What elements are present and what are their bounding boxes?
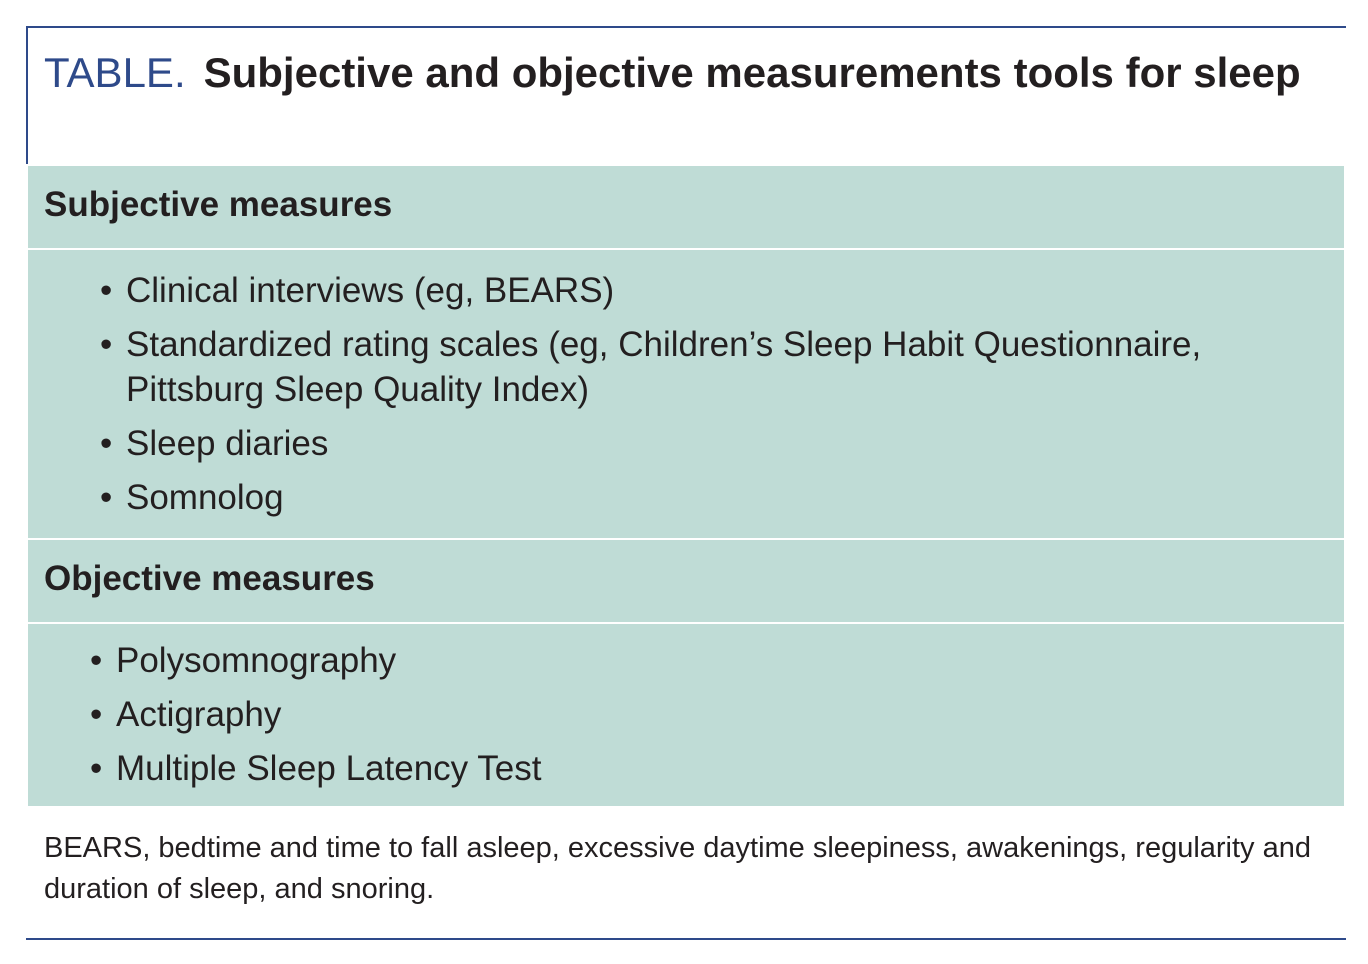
list-item: • Multiple Sleep Latency Test	[90, 746, 1344, 791]
table-label: TABLE.	[44, 49, 186, 96]
top-rule	[26, 26, 1346, 28]
objective-measures-body	[28, 624, 1344, 806]
list-item: • Sleep diaries	[100, 421, 1344, 466]
list-item: • Actigraphy	[90, 692, 1344, 737]
list-item: • Polysomnography	[90, 638, 1344, 683]
list-item: • Clinical interviews (eg, BEARS)	[100, 268, 1344, 313]
list-item: • Somnolog	[100, 475, 1344, 520]
list-item: • Standardized rating scales (eg, Children’s Sleep Habit Questionnaire, Pittsburg Sleep Quality Index)	[100, 322, 1344, 412]
subjective-measures-heading: Subjective measures	[28, 166, 1344, 250]
table-footnote: BEARS, bedtime and time to fall asleep, excessive daytime sleepiness, awakenings, regularity and duration of sleep, and snoring.	[44, 832, 1311, 905]
subjective-measures-body	[28, 250, 1344, 540]
table-title	[44, 46, 1334, 100]
left-rule	[26, 26, 28, 164]
table-title-text: Subjective and objective measurements tools for sleep	[203, 49, 1301, 96]
subjective-measures-list	[28, 268, 1344, 520]
bottom-rule	[26, 938, 1346, 940]
measures-table	[28, 166, 1344, 806]
objective-measures-list	[28, 638, 1344, 791]
objective-measures-heading: Objective measures	[28, 540, 1344, 624]
